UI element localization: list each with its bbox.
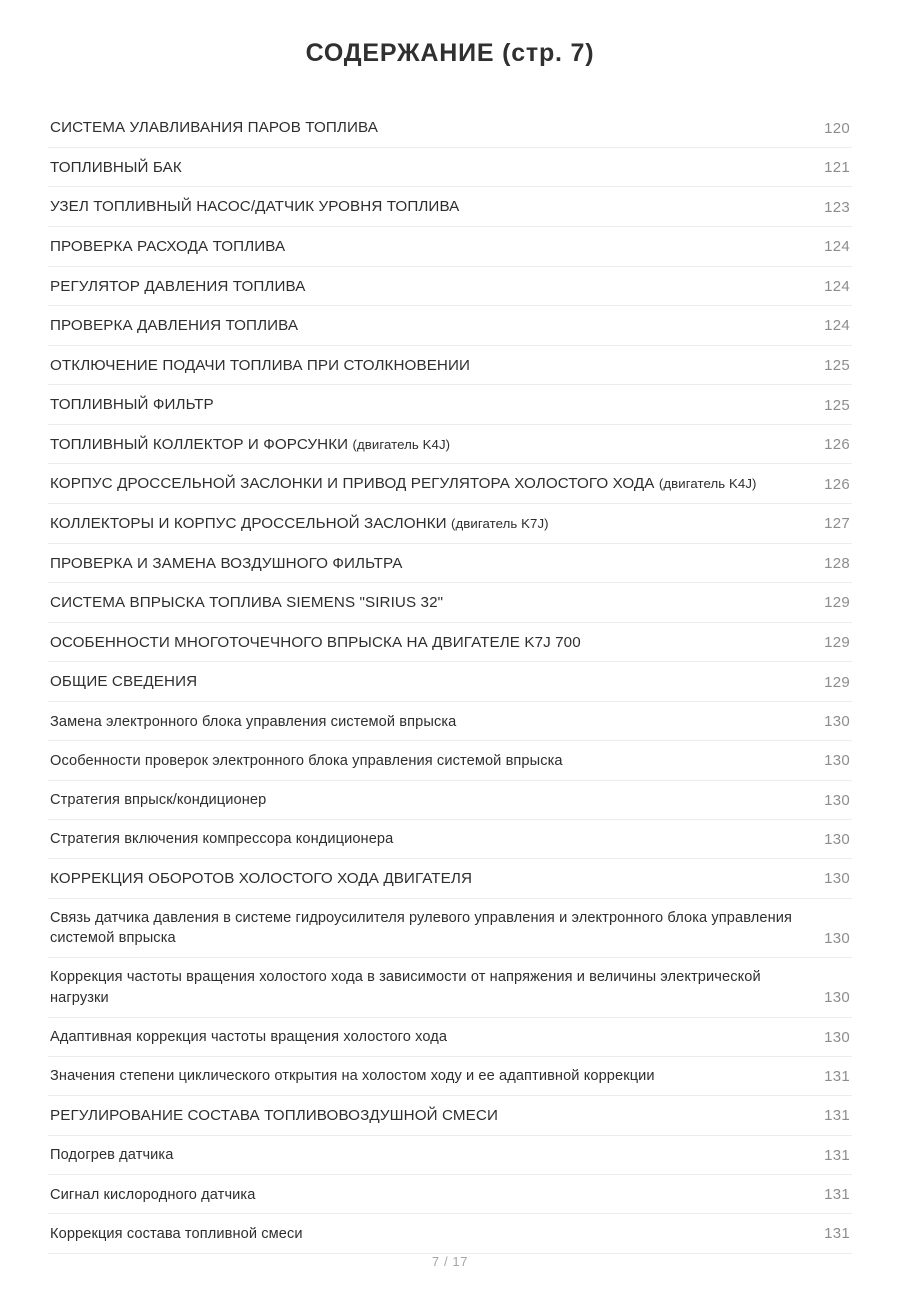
toc-entry-title: Коррекция состава топливной смеси (50, 1225, 303, 1242)
toc-entry-title: Стратегия включения компрессора кондиционера (50, 831, 394, 848)
toc-entry[interactable] (48, 544, 852, 584)
toc-entry-note: (двигатель K4J) (352, 436, 451, 452)
toc-entry-title: СИСТЕМА ВПРЫСКА ТОПЛИВА SIEMENS "SIRIUS 32" (50, 594, 444, 612)
toc-entry[interactable] (48, 623, 852, 663)
toc-entry-page-number: 130 (824, 989, 850, 1007)
toc-entry[interactable] (48, 583, 852, 623)
toc-entry[interactable] (48, 267, 852, 307)
toc-entry[interactable] (48, 108, 852, 148)
toc-entry-title: ОБЩИЕ СВЕДЕНИЯ (50, 673, 198, 691)
toc-entry-page-number: 127 (824, 515, 850, 533)
toc-entry-title: Подогрев датчика (50, 1147, 174, 1164)
toc-entry[interactable] (48, 1175, 852, 1214)
toc-entry-title: ПРОВЕРКА РАСХОДА ТОПЛИВА (50, 237, 286, 255)
toc-entry-page-number: 130 (824, 752, 850, 770)
toc-entry[interactable] (48, 859, 852, 899)
toc-entry-title: РЕГУЛЯТОР ДАВЛЕНИЯ ТОПЛИВА (50, 277, 306, 295)
toc-entry-page-number: 129 (824, 594, 850, 612)
toc-entry-title: ТОПЛИВНЫЙ ФИЛЬТР (50, 396, 214, 414)
toc-entry-title: Значения степени циклического открытия на холостом ходу и ее адаптивной коррекции (50, 1068, 655, 1085)
toc-entry-title: ПРОВЕРКА И ЗАМЕНА ВОЗДУШНОГО ФИЛЬТРА (50, 554, 403, 572)
toc-entry-note: (двигатель K7J) (451, 516, 549, 532)
toc-entry-page-number: 128 (824, 554, 850, 572)
toc-entry[interactable] (48, 1096, 852, 1136)
toc-entry-title: Адаптивная коррекция частоты вращения холостого хода (50, 1029, 448, 1046)
toc-entry-title: Сигнал кислородного датчика (50, 1186, 256, 1203)
toc-entry-page-number: 130 (824, 791, 850, 809)
toc-entry[interactable] (48, 306, 852, 346)
toc-entry-page-number: 130 (824, 712, 850, 730)
toc-entry-page-number: 130 (824, 830, 850, 848)
toc-entry[interactable] (48, 899, 852, 958)
toc-entry[interactable] (48, 227, 852, 267)
toc-entry-title: ТОПЛИВНЫЙ КОЛЛЕКТОР И ФОРСУНКИ (двигатель K4J) (50, 435, 451, 453)
toc-entry-page-number: 129 (824, 634, 850, 652)
toc-entry-page-number: 131 (824, 1146, 850, 1164)
toc-entry-page-number: 130 (824, 929, 850, 947)
toc-entry-page-number: 126 (824, 436, 850, 454)
toc-entry-page-number: 130 (824, 870, 850, 888)
toc-entry-title: Связь датчика давления в системе гидроусилителя рулевого управления и электронного блока управления системой впрыска (50, 909, 792, 947)
toc-entry-page-number: 126 (824, 475, 850, 493)
toc-entry[interactable] (48, 820, 852, 859)
toc-entry-title: УЗЕЛ ТОПЛИВНЫЙ НАСОС/ДАТЧИК УРОВНЯ ТОПЛИВА (50, 198, 460, 216)
toc-entry[interactable] (48, 464, 852, 504)
toc-entry-page-number: 130 (824, 1028, 850, 1046)
toc-entry-page-number: 131 (824, 1186, 850, 1204)
toc-entry-title: Замена электронного блока управления системой впрыска (50, 713, 457, 730)
toc-entry[interactable] (48, 958, 852, 1017)
toc-entry-title: РЕГУЛИРОВАНИЕ СОСТАВА ТОПЛИВОВОЗДУШНОЙ СМЕСИ (50, 1107, 498, 1125)
toc-entry-title: КОЛЛЕКТОРЫ И КОРПУС ДРОССЕЛЬНОЙ ЗАСЛОНКИ (двигатель K7J) (50, 515, 549, 533)
toc-entry-page-number: 125 (824, 396, 850, 414)
toc-entry[interactable] (48, 1018, 852, 1057)
toc-entry-title: ОСОБЕННОСТИ МНОГОТОЧЕЧНОГО ВПРЫСКА НА ДВИГАТЕЛЕ K7J 700 (50, 633, 581, 651)
toc-entry[interactable] (48, 187, 852, 227)
toc-entry-page-number: 131 (824, 1067, 850, 1085)
toc-entry-page-number: 131 (824, 1225, 850, 1243)
toc-entry[interactable] (48, 1136, 852, 1175)
toc-entry-title: ТОПЛИВНЫЙ БАК (50, 158, 182, 176)
toc-entry-page-number: 123 (824, 198, 850, 216)
toc-entry-page-number: 124 (824, 277, 850, 295)
toc-entry-page-number: 129 (824, 673, 850, 691)
toc-entry[interactable] (48, 346, 852, 386)
toc-entry[interactable] (48, 425, 852, 465)
toc-entry-title: Стратегия впрыск/кондиционер (50, 792, 267, 809)
toc-entry-page-number: 124 (824, 238, 850, 256)
page-indicator: 7 / 17 (431, 1253, 469, 1269)
toc-entry-page-number: 125 (824, 357, 850, 374)
toc-entry[interactable] (48, 702, 852, 741)
toc-entry-title: СИСТЕМА УЛАВЛИВАНИЯ ПАРОВ ТОПЛИВА (50, 119, 378, 137)
toc-entry[interactable] (48, 741, 852, 780)
toc-entry[interactable] (48, 385, 852, 425)
toc-entry[interactable] (48, 1057, 852, 1096)
table-of-contents (0, 93, 900, 1253)
toc-entry-note: (двигатель K4J) (658, 476, 757, 492)
toc-entry-title: Особенности проверок электронного блока управления системой впрыска (50, 752, 563, 769)
toc-entry-title: КОРПУС ДРОССЕЛЬНОЙ ЗАСЛОНКИ И ПРИВОД РЕГУЛЯТОРА ХОЛОСТОГО ХОДА (двигатель K4J) (50, 475, 757, 493)
page-title: СОДЕРЖАНИЕ (стр. 7) (305, 39, 595, 67)
toc-entry[interactable] (48, 504, 852, 544)
toc-entry-title: КОРРЕКЦИЯ ОБОРОТОВ ХОЛОСТОГО ХОДА ДВИГАТЕЛЯ (50, 870, 473, 888)
toc-entry[interactable] (48, 148, 852, 188)
toc-entry-title: ОТКЛЮЧЕНИЕ ПОДАЧИ ТОПЛИВА ПРИ СТОЛКНОВЕНИИ (50, 356, 471, 374)
toc-entry-page-number: 124 (824, 317, 850, 335)
toc-entry[interactable] (48, 1214, 852, 1253)
toc-entry[interactable] (48, 662, 852, 702)
toc-entry[interactable] (48, 781, 852, 820)
toc-entry-page-number: 131 (824, 1107, 850, 1125)
toc-entry-title: ПРОВЕРКА ДАВЛЕНИЯ ТОПЛИВА (50, 317, 299, 335)
toc-entry-title: Коррекция частоты вращения холостого хода в зависимости от напряжения и величины электрической нагрузки (50, 969, 761, 1006)
toc-entry-page-number: 121 (824, 159, 850, 177)
toc-entry-page-number: 120 (824, 119, 850, 137)
